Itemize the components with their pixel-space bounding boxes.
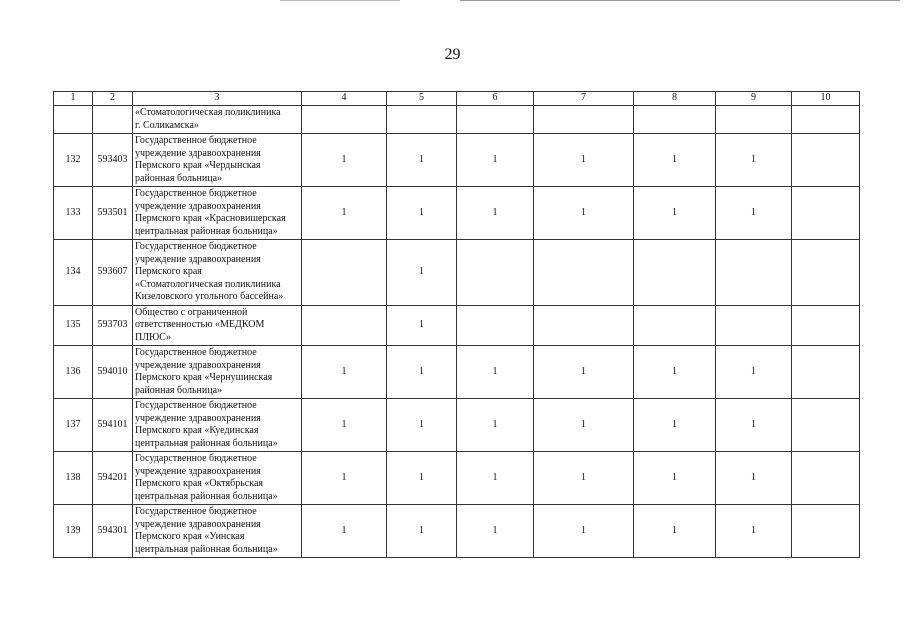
- value-cell-c5: 1: [387, 346, 457, 399]
- value-cell-c5: 1: [387, 305, 457, 346]
- value-cell-c8: [634, 106, 716, 134]
- value-cell-c6: 1: [457, 134, 534, 187]
- table-row: [54, 452, 860, 505]
- organization-name-cell: [133, 505, 302, 558]
- value-cell-c6: 1: [457, 452, 534, 505]
- organization-name-line: Государственное бюджетное: [135, 241, 257, 252]
- column-header: 1: [54, 92, 93, 106]
- row-number-cell: 139: [54, 505, 93, 558]
- organization-name-line: «Стоматологическая поликлиника: [135, 107, 281, 118]
- table-row: [54, 399, 860, 452]
- organization-name-line: г. Соликамска»: [135, 119, 199, 131]
- table-row: [54, 305, 860, 346]
- value-cell-c10: [792, 187, 860, 240]
- organization-name-cell: [133, 346, 302, 399]
- value-cell-c10: [792, 399, 860, 452]
- column-header: 7: [534, 92, 634, 106]
- table-row: [54, 106, 860, 134]
- value-cell-c9: 1: [716, 399, 792, 452]
- value-cell-c4: [302, 240, 387, 306]
- organization-name-line: центральная районная больница»: [135, 543, 278, 555]
- column-header: 4: [302, 92, 387, 106]
- value-cell-c10: [792, 505, 860, 558]
- row-number-cell: 134: [54, 240, 93, 306]
- value-cell-c4: [302, 305, 387, 346]
- organization-name-line: Пермского края: [135, 266, 202, 277]
- organization-name-line: «Стоматологическая поликлиника: [135, 278, 281, 290]
- organization-name-cell: [133, 134, 302, 187]
- value-cell-c5: 1: [387, 452, 457, 505]
- value-cell-c9: 1: [716, 346, 792, 399]
- column-header: 6: [457, 92, 534, 106]
- value-cell-c4: 1: [302, 346, 387, 399]
- row-number-cell: 138: [54, 452, 93, 505]
- organization-name-line: учреждение здравоохранения: [135, 253, 261, 265]
- value-cell-c5: 1: [387, 399, 457, 452]
- registry-code-cell: 593501: [93, 187, 133, 240]
- value-cell-c7: 1: [534, 452, 634, 505]
- value-cell-c6: [457, 240, 534, 306]
- organization-name-line: районная больница»: [135, 384, 223, 396]
- value-cell-c7: 1: [534, 399, 634, 452]
- value-cell-c10: [792, 305, 860, 346]
- row-number-cell: 137: [54, 399, 93, 452]
- organization-name-cell: [133, 187, 302, 240]
- value-cell-c4: 1: [302, 187, 387, 240]
- value-cell-c4: 1: [302, 399, 387, 452]
- value-cell-c6: 1: [457, 346, 534, 399]
- value-cell-c8: [634, 240, 716, 306]
- value-cell-c7: [534, 305, 634, 346]
- organization-name-cell: [133, 399, 302, 452]
- table-row: [54, 346, 860, 399]
- organization-name-line: Общество с ограниченной: [135, 306, 248, 318]
- column-header: 3: [133, 92, 302, 106]
- organization-name-line: ПЛЮС»: [135, 331, 171, 343]
- organization-name-line: Государственное бюджетное: [135, 135, 257, 146]
- table-row: [54, 134, 860, 187]
- organization-name-line: Государственное бюджетное: [135, 506, 257, 517]
- value-cell-c7: 1: [534, 187, 634, 240]
- table-row: [54, 240, 860, 306]
- organization-name-line: Пермского края «Октябрьская: [135, 478, 263, 489]
- value-cell-c6: 1: [457, 505, 534, 558]
- row-number-cell: [54, 106, 93, 134]
- table-row: [54, 505, 860, 558]
- value-cell-c7: 1: [534, 134, 634, 187]
- value-cell-c10: [792, 452, 860, 505]
- column-header: 8: [634, 92, 716, 106]
- value-cell-c5: 1: [387, 505, 457, 558]
- value-cell-c5: 1: [387, 187, 457, 240]
- column-header: 10: [792, 92, 860, 106]
- value-cell-c10: [792, 346, 860, 399]
- value-cell-c6: 1: [457, 187, 534, 240]
- organization-name-line: Государственное бюджетное: [135, 347, 257, 358]
- organization-name-cell: [133, 452, 302, 505]
- organization-name-line: Государственное бюджетное: [135, 400, 257, 411]
- value-cell-c4: 1: [302, 134, 387, 187]
- organization-name-line: центральная районная больница»: [135, 225, 278, 237]
- registry-code-cell: 594301: [93, 505, 133, 558]
- value-cell-c7: [534, 240, 634, 306]
- value-cell-c4: 1: [302, 505, 387, 558]
- value-cell-c6: [457, 305, 534, 346]
- value-cell-c7: [534, 106, 634, 134]
- row-number-cell: 132: [54, 134, 93, 187]
- value-cell-c9: 1: [716, 452, 792, 505]
- value-cell-c5: 1: [387, 134, 457, 187]
- value-cell-c6: [457, 106, 534, 134]
- organization-name-line: Кизеловского угольного бассейна»: [135, 291, 284, 302]
- organization-name-line: центральная районная больница»: [135, 437, 278, 449]
- value-cell-c6: 1: [457, 399, 534, 452]
- column-header: 5: [387, 92, 457, 106]
- value-cell-c8: [634, 305, 716, 346]
- scan-edge-line: [460, 0, 900, 1]
- organization-name-line: учреждение здравоохранения: [135, 200, 261, 212]
- organization-name-line: учреждение здравоохранения: [135, 359, 261, 371]
- row-number-cell: 135: [54, 305, 93, 346]
- organization-name-line: учреждение здравоохранения: [135, 465, 261, 477]
- value-cell-c9: [716, 305, 792, 346]
- registry-code-cell: [93, 106, 133, 134]
- organization-name-line: Государственное бюджетное: [135, 188, 257, 199]
- value-cell-c9: 1: [716, 505, 792, 558]
- value-cell-c8: 1: [634, 346, 716, 399]
- organization-name-line: ответственностью «МЕДКОМ: [135, 319, 265, 330]
- data-table: [53, 91, 860, 558]
- value-cell-c8: 1: [634, 452, 716, 505]
- registry-code-cell: 594201: [93, 452, 133, 505]
- value-cell-c9: [716, 240, 792, 306]
- scan-edge-line-left: [280, 0, 400, 1]
- value-cell-c10: [792, 134, 860, 187]
- column-header: 9: [716, 92, 792, 106]
- organization-name-line: учреждение здравоохранения: [135, 412, 261, 424]
- registry-code-cell: 593703: [93, 305, 133, 346]
- value-cell-c9: 1: [716, 134, 792, 187]
- organization-name-line: центральная районная больница»: [135, 490, 278, 502]
- value-cell-c4: [302, 106, 387, 134]
- value-cell-c5: [387, 106, 457, 134]
- value-cell-c9: [716, 106, 792, 134]
- organization-name-line: Пермского края «Красновишерская: [135, 213, 286, 224]
- value-cell-c8: 1: [634, 505, 716, 558]
- table-header-row: [54, 92, 860, 106]
- organization-name-line: учреждение здравоохранения: [135, 518, 261, 530]
- row-number-cell: 136: [54, 346, 93, 399]
- organization-name-line: Пермского края «Уинская: [135, 531, 245, 542]
- registry-code-cell: 593607: [93, 240, 133, 306]
- organization-name-cell: [133, 106, 302, 134]
- organization-name-line: Пермского края «Куединская: [135, 425, 259, 436]
- value-cell-c10: [792, 240, 860, 306]
- organization-name-line: учреждение здравоохранения: [135, 147, 261, 159]
- row-number-cell: 133: [54, 187, 93, 240]
- table-row: [54, 187, 860, 240]
- organization-name-cell: [133, 305, 302, 346]
- value-cell-c10: [792, 106, 860, 134]
- value-cell-c8: 1: [634, 399, 716, 452]
- organization-name-line: Государственное бюджетное: [135, 453, 257, 464]
- value-cell-c8: 1: [634, 187, 716, 240]
- value-cell-c9: 1: [716, 187, 792, 240]
- organization-name-line: районная больница»: [135, 172, 223, 184]
- value-cell-c4: 1: [302, 452, 387, 505]
- page-number: 29: [444, 46, 461, 63]
- value-cell-c7: 1: [534, 346, 634, 399]
- organization-name-line: Пермского края «Чернушинская: [135, 372, 273, 383]
- organization-name-line: Пермского края «Чердынская: [135, 160, 261, 171]
- column-header: 2: [93, 92, 133, 106]
- registry-code-cell: 594010: [93, 346, 133, 399]
- value-cell-c5: 1: [387, 240, 457, 306]
- value-cell-c7: 1: [534, 505, 634, 558]
- registry-code-cell: 594101: [93, 399, 133, 452]
- value-cell-c8: 1: [634, 134, 716, 187]
- registry-code-cell: 593403: [93, 134, 133, 187]
- organization-name-cell: [133, 240, 302, 306]
